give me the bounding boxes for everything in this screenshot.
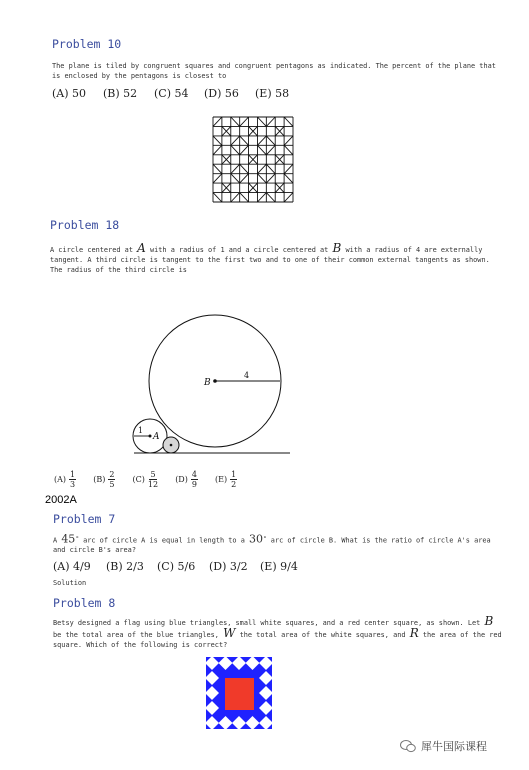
text-segment: with a radius of 4 are externally	[341, 246, 483, 254]
problem-10-text-line: The plane is tiled by congruent squares and congruent pentagons as indicated. The percent of the plane that	[52, 62, 496, 70]
tiling-line	[284, 145, 293, 154]
tiling-line	[266, 136, 275, 145]
choice-c: (C) 5/6	[157, 560, 196, 573]
fraction	[148, 470, 158, 489]
problem-7-title: Problem 7	[53, 512, 116, 526]
problem-7-text-line	[53, 533, 491, 545]
problem-18-text	[50, 243, 490, 275]
problem-18-title: Problem 18	[50, 218, 120, 232]
denominator: 9	[191, 480, 197, 489]
problem-8-text-line	[53, 616, 502, 628]
choice-e: (E) 58	[255, 87, 290, 100]
tiling-line	[231, 164, 240, 173]
tiling-line	[257, 164, 266, 173]
choice-a	[54, 470, 76, 489]
fraction	[69, 470, 76, 489]
choice-c: (C) 54	[154, 87, 189, 100]
problem-8-text-line	[53, 628, 502, 640]
label-radius-1: 1	[138, 426, 144, 435]
degree-symbol: ∘	[263, 534, 267, 541]
choice-label: (E)	[215, 475, 228, 484]
tiling-line	[231, 145, 240, 154]
text-segment: the area of the red	[418, 631, 502, 639]
tiling-line	[266, 117, 275, 126]
tiling-line	[284, 193, 293, 202]
problem-8-title: Problem 8	[53, 596, 116, 610]
problem-8-text-line: square. Which of the following is correct?	[53, 641, 228, 649]
problem-8-text	[53, 616, 502, 650]
choice-b	[93, 470, 115, 489]
tiling-line	[231, 174, 240, 183]
problem-18-choices	[54, 467, 249, 489]
tiling-line	[240, 174, 249, 183]
denominator: 3	[70, 480, 76, 489]
tiling-line	[231, 193, 240, 202]
tiling-line	[266, 193, 275, 202]
problem-10-title: Problem 10	[52, 37, 122, 51]
tiling-line	[213, 145, 222, 154]
choice-c	[133, 470, 159, 489]
tiling-line	[284, 174, 293, 183]
tiling-line	[257, 136, 266, 145]
text-segment: A circle centered at	[50, 246, 138, 254]
problem-10-choices	[52, 87, 289, 100]
tiling-line	[240, 145, 249, 154]
wechat-icon	[400, 739, 416, 753]
center-b-dot	[213, 379, 217, 383]
label-b: B	[204, 378, 211, 388]
tiling-line	[240, 136, 249, 145]
tiling-line	[213, 164, 222, 173]
numerator: 2	[109, 470, 115, 479]
numerator: 1	[231, 470, 237, 479]
text-segment: A	[53, 536, 62, 545]
text-segment: arc of circle A is equal in length to a	[78, 536, 250, 545]
center-a-dot	[149, 435, 152, 438]
text-segment: with a radius of 1 and a circle centered at	[145, 246, 333, 254]
text-segment: the total area of the white squares, and	[235, 631, 410, 639]
fraction	[108, 470, 115, 489]
flag-figure	[206, 657, 272, 729]
problem-7-choices	[53, 560, 298, 573]
tiling-line	[257, 117, 266, 126]
tiling-line	[257, 145, 266, 154]
choice-d: (D) 56	[204, 87, 239, 100]
symbol-a: A	[137, 241, 146, 255]
choice-d	[175, 470, 198, 489]
choice-a: (A) 4/9	[53, 560, 91, 573]
problem-10-text	[52, 61, 496, 81]
tiling-line	[231, 117, 240, 126]
choice-a: (A) 50	[52, 87, 87, 100]
tiling-line	[213, 117, 222, 126]
symbol-b: B	[332, 241, 342, 255]
choice-b: (B) 52	[103, 87, 138, 100]
label-a: A	[153, 432, 160, 442]
choice-e: (E) 9/4	[260, 560, 298, 573]
choice-e	[215, 470, 237, 489]
numerator: 4	[191, 470, 197, 479]
tiling-line	[266, 145, 275, 154]
tiling-line	[257, 174, 266, 183]
text-segment: arc of circle B. What is the ratio of circle A's area	[266, 536, 491, 545]
tiling-line	[213, 136, 222, 145]
tiling-line	[266, 174, 275, 183]
numerator: 5	[150, 470, 156, 479]
symbol-r: R	[409, 626, 419, 640]
denominator: 2	[231, 480, 237, 489]
degree-value: 45	[61, 532, 76, 546]
red-center-square	[225, 678, 254, 710]
text-segment: Betsy designed a flag using blue triangles, small white squares, and a red center square, as shown. Let	[53, 619, 485, 627]
label-radius-4: 4	[244, 371, 250, 380]
tiling-line	[266, 164, 275, 173]
watermark-text: 犀牛国际课程	[421, 740, 487, 753]
tiling-line	[284, 136, 293, 145]
numerator: 1	[70, 470, 76, 479]
problem-10-text-line: is enclosed by the pentagons is closest to	[52, 72, 227, 80]
problem-18-text-line: The radius of the third circle is	[50, 266, 187, 274]
choice-b: (B) 2/3	[106, 560, 144, 573]
tiling-line	[284, 117, 293, 126]
square-pentagon-tiling-figure	[212, 116, 294, 203]
solution-link[interactable]: Solution	[53, 579, 87, 587]
problem-18-text-line: tangent. A third circle is tangent to the first two and to one of their common external tangents as shown.	[50, 256, 490, 264]
tiling-line	[213, 174, 222, 183]
choice-label: (B)	[93, 475, 106, 484]
fraction	[191, 470, 198, 489]
choice-label: (C)	[132, 475, 145, 484]
tiling-line	[231, 136, 240, 145]
problem-18-text-line	[50, 243, 490, 255]
tiling-line	[257, 193, 266, 202]
section-heading: 2002A	[45, 494, 77, 506]
watermark	[400, 738, 487, 754]
tiling-line	[284, 164, 293, 173]
third-center-dot	[170, 444, 173, 447]
tiling-line	[213, 193, 222, 202]
symbol-w: W	[223, 626, 236, 640]
denominator: 12	[147, 480, 159, 489]
tiling-line	[240, 117, 249, 126]
choice-d: (D) 3/2	[209, 560, 248, 573]
tiling-line	[240, 193, 249, 202]
choice-label: (A)	[54, 475, 67, 484]
degree-symbol: ∘	[75, 534, 79, 541]
degree-value: 30	[249, 532, 264, 546]
fraction	[230, 470, 237, 489]
text-segment: be the total area of the blue triangles,	[53, 631, 224, 639]
choice-label: (D)	[175, 475, 188, 484]
problem-7-text-line: and circle B's area?	[53, 546, 136, 555]
tiling-line	[240, 164, 249, 173]
symbol-b: B	[484, 614, 494, 628]
tangent-circles-figure	[120, 300, 300, 460]
denominator: 5	[109, 480, 115, 489]
problem-7-text	[53, 533, 491, 555]
